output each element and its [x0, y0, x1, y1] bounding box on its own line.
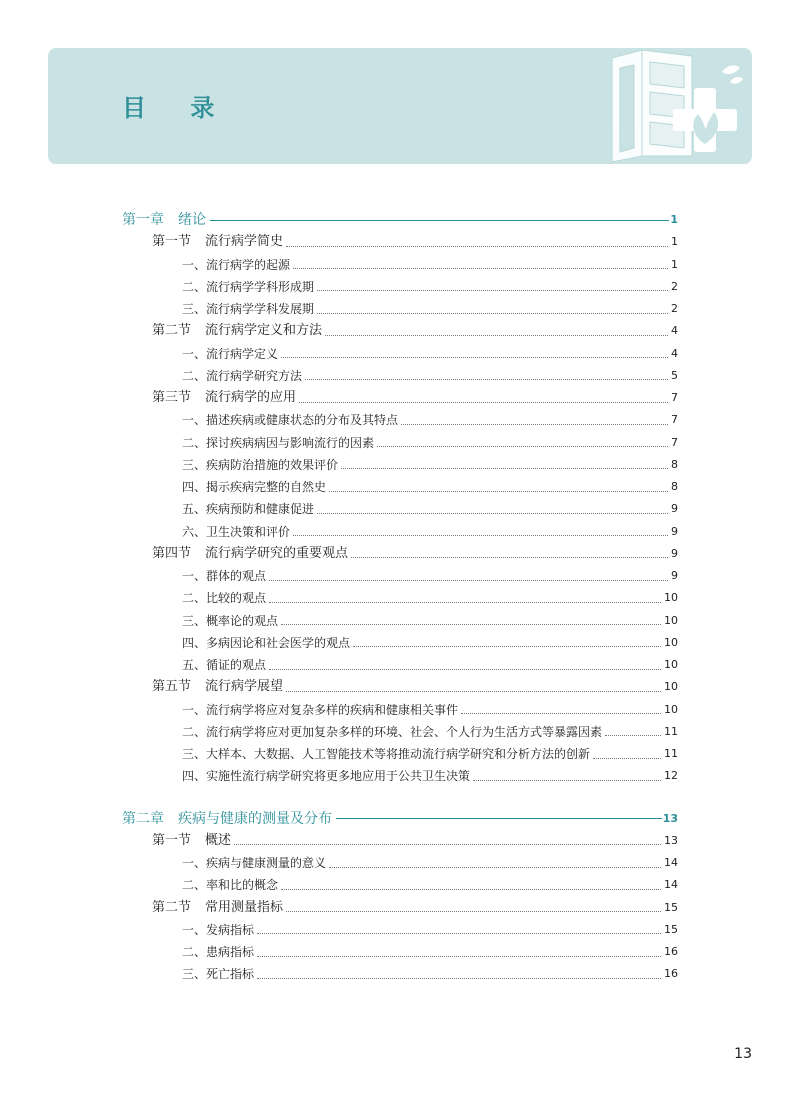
toc-section-entry[interactable] — [152, 323, 678, 339]
toc-entry-title: 二、流行病学学科形成期 — [182, 279, 315, 294]
toc-leader-line — [234, 844, 661, 845]
toc-leader-line — [336, 818, 662, 819]
toc-section-entry[interactable] — [152, 234, 678, 250]
toc-leader-line — [401, 424, 668, 425]
toc-entry-title: 二、患病指标 — [182, 945, 255, 959]
toc-item-entry[interactable] — [182, 724, 678, 740]
toc-leader-line — [281, 357, 668, 358]
toc-page-number: 10 — [664, 702, 678, 716]
toc-page-number: 9 — [671, 546, 678, 560]
toc-entry-title: 疾病与健康的测量及分布 — [178, 810, 332, 827]
toc-page-number: 7 — [671, 391, 678, 404]
toc-entry-number: 第一节 — [152, 832, 192, 848]
toc-entry-title: 一、群体的观点 — [182, 569, 267, 583]
toc-page-number: 13 — [662, 811, 678, 825]
toc-leader-line — [473, 780, 661, 781]
toc-leader-line — [269, 580, 668, 581]
toc-page-number: 8 — [671, 457, 678, 471]
toc-item-entry[interactable] — [182, 922, 678, 938]
toc-page-number: 16 — [664, 945, 678, 958]
toc-leader-line — [377, 446, 668, 447]
toc-section-entry[interactable] — [152, 546, 678, 562]
toc-leader-line — [317, 313, 668, 314]
toc-item-entry[interactable] — [182, 479, 678, 495]
toc-item-entry[interactable] — [182, 279, 678, 295]
toc-page-number: 14 — [664, 856, 678, 869]
toc-entry-title: 三、流行病学学科发展期 — [182, 302, 315, 316]
toc-page-number: 10 — [664, 658, 678, 671]
toc-leader-line — [286, 911, 661, 912]
toc-leader-line — [317, 513, 668, 514]
toc-leader-line — [461, 713, 661, 714]
toc-item-entry[interactable] — [182, 346, 678, 362]
toc-leader-line — [341, 468, 668, 469]
toc-leader-line — [293, 268, 668, 269]
toc-page-number: 4 — [671, 324, 678, 338]
toc-section-entry[interactable] — [152, 900, 678, 916]
toc-item-entry[interactable] — [182, 524, 678, 540]
toc-page-number: 5 — [671, 368, 678, 382]
toc-page-number: 1 — [670, 213, 678, 226]
toc-page-number: 14 — [664, 878, 678, 892]
toc-leader-line — [353, 646, 661, 647]
toc-entry-title: 二、比较的观点 — [182, 591, 267, 606]
toc-entry-title: 二、率和比的概念 — [182, 878, 279, 893]
toc-entry-title: 四、实施性流行病学研究将更多地应用于公共卫生决策 — [182, 769, 471, 784]
toc-entry-number: 第四节 — [152, 545, 192, 561]
toc-entry-title: 四、揭示疾病完整的自然史 — [182, 480, 327, 494]
toc-page-number: 7 — [671, 435, 678, 449]
toc-page-number: 4 — [671, 346, 678, 360]
toc-item-entry[interactable] — [182, 657, 678, 673]
toc-entry-number: 第二节 — [152, 899, 192, 915]
toc-leader-line — [293, 535, 668, 536]
toc-page-number: 10 — [664, 613, 678, 627]
toc-page-number: 1 — [671, 257, 678, 271]
toc-entry-title: 一、流行病学的起源 — [182, 257, 291, 272]
toc-entry-title: 绪论 — [178, 212, 206, 228]
toc-leader-line — [329, 491, 668, 492]
toc-page-number: 15 — [664, 922, 678, 936]
toc-item-entry[interactable] — [182, 457, 678, 473]
toc-page-number: 9 — [671, 502, 678, 516]
page-title: 目 录 — [122, 94, 233, 122]
toc-entry-title: 一、发病指标 — [182, 922, 255, 937]
toc-item-entry[interactable] — [182, 768, 678, 784]
toc-item-entry[interactable] — [182, 568, 678, 584]
toc-leader-line — [269, 602, 661, 603]
toc-leader-line — [257, 978, 661, 979]
toc-entry-title: 三、概率论的观点 — [182, 613, 279, 628]
toc-entry-title: 常用测量指标 — [205, 899, 284, 915]
toc-leader-line — [257, 956, 661, 957]
toc-page-number: 1 — [671, 235, 678, 249]
toc-entry-number: 第一章 — [122, 212, 164, 228]
toc-item-entry[interactable] — [182, 590, 678, 606]
toc-chapter-entry[interactable] — [122, 811, 678, 827]
toc-section-entry[interactable] — [152, 390, 678, 406]
toc-chapter-entry[interactable] — [122, 212, 678, 228]
toc-leader-line — [325, 335, 668, 336]
toc-leader-line — [286, 246, 668, 247]
toc-entry-title: 三、大样本、大数据、人工智能技术等将推动流行病学研究和分析方法的创新 — [182, 747, 591, 761]
toc-page-number: 10 — [664, 680, 678, 694]
toc-section-entry[interactable] — [152, 679, 678, 695]
header-banner — [48, 48, 752, 164]
toc-leader-line — [257, 933, 661, 934]
toc-page-number: 11 — [664, 747, 678, 760]
toc-entry-title: 五、循证的观点 — [182, 658, 267, 672]
toc-leader-line — [210, 220, 669, 221]
toc-leader-line — [305, 379, 668, 380]
toc-leader-line — [281, 624, 661, 625]
toc-item-entry[interactable] — [182, 301, 678, 317]
toc-page-number: 7 — [671, 413, 678, 427]
toc-entry-title: 三、疾病防治措施的效果评价 — [182, 457, 339, 472]
toc-entry-title: 流行病学展望 — [205, 679, 284, 695]
toc-leader-line — [299, 402, 668, 403]
toc-page-number: 9 — [671, 569, 678, 582]
toc-page-number: 10 — [664, 635, 678, 649]
toc-leader-line — [281, 889, 661, 890]
toc-entry-title: 一、描述疾病或健康状态的分布及其特点 — [182, 413, 399, 428]
toc-item-entry[interactable] — [182, 877, 678, 893]
toc-leader-line — [317, 290, 668, 291]
toc-page-number: 15 — [664, 900, 678, 914]
toc-item-entry[interactable] — [182, 944, 678, 960]
toc-leader-line — [269, 669, 661, 670]
toc-entry-title: 一、流行病学将应对复杂多样的疾病和健康相关事件 — [182, 702, 459, 717]
toc-entry-title: 一、流行病学定义 — [182, 346, 279, 361]
toc-entry-title: 六、卫生决策和评价 — [182, 524, 291, 539]
toc-entry-title: 流行病学研究的重要观点 — [205, 545, 349, 561]
toc-entry-title: 流行病学定义和方法 — [205, 323, 323, 339]
toc-entry-title: 三、死亡指标 — [182, 967, 255, 982]
toc-page-number: 2 — [671, 302, 678, 315]
toc-item-entry[interactable] — [182, 855, 678, 871]
toc-page-number: 12 — [664, 769, 678, 783]
toc-leader-line — [351, 557, 668, 558]
toc-item-entry[interactable] — [182, 635, 678, 651]
toc-entry-number: 第二节 — [152, 323, 192, 339]
toc-entry-number: 第二章 — [122, 810, 164, 827]
page-number: 13 — [734, 1046, 752, 1062]
toc-entry-title: 流行病学简史 — [205, 234, 284, 250]
toc-item-entry[interactable] — [182, 702, 678, 718]
toc-page-number: 10 — [664, 591, 678, 605]
toc-leader-line — [605, 735, 661, 736]
toc-page-number: 16 — [664, 967, 678, 981]
toc-entry-title: 四、多病因论和社会医学的观点 — [182, 635, 351, 650]
toc-leader-line — [286, 691, 661, 692]
toc-entry-title: 流行病学的应用 — [205, 390, 297, 405]
toc-entry-title: 概述 — [205, 832, 232, 848]
toc-entry-number: 第一节 — [152, 234, 192, 250]
toc-entry-title: 五、疾病预防和健康促进 — [182, 502, 315, 517]
toc-page-number: 9 — [671, 524, 678, 538]
toc-entry-title: 二、探讨疾病病因与影响流行的因素 — [182, 435, 375, 450]
toc-item-entry[interactable] — [182, 257, 678, 273]
toc-item-entry[interactable] — [182, 435, 678, 451]
toc-entry-title: 一、疾病与健康测量的意义 — [182, 856, 327, 870]
toc-item-entry[interactable] — [182, 746, 678, 762]
toc-page-number: 2 — [671, 279, 678, 293]
toc-page-number: 11 — [664, 724, 678, 738]
toc-leader-line — [593, 758, 661, 759]
toc-leader-line — [329, 867, 661, 868]
toc-entry-title: 二、流行病学研究方法 — [182, 368, 303, 383]
toc-page-number: 13 — [664, 833, 678, 847]
toc-item-entry[interactable] — [182, 966, 678, 982]
toc-item-entry[interactable] — [182, 412, 678, 428]
toc-entry-number: 第五节 — [152, 679, 192, 695]
toc-section-entry[interactable] — [152, 833, 678, 849]
toc-item-entry[interactable] — [182, 501, 678, 517]
toc-entry-number: 第三节 — [152, 390, 192, 405]
toc-entry-title: 二、流行病学将应对更加复杂多样的环境、社会、个人行为生活方式等暴露因素 — [182, 724, 603, 739]
toc-page-number: 8 — [671, 480, 678, 493]
medical-cross-leaf-icon — [572, 48, 752, 164]
toc-item-entry[interactable] — [182, 613, 678, 629]
toc-item-entry[interactable] — [182, 368, 678, 384]
